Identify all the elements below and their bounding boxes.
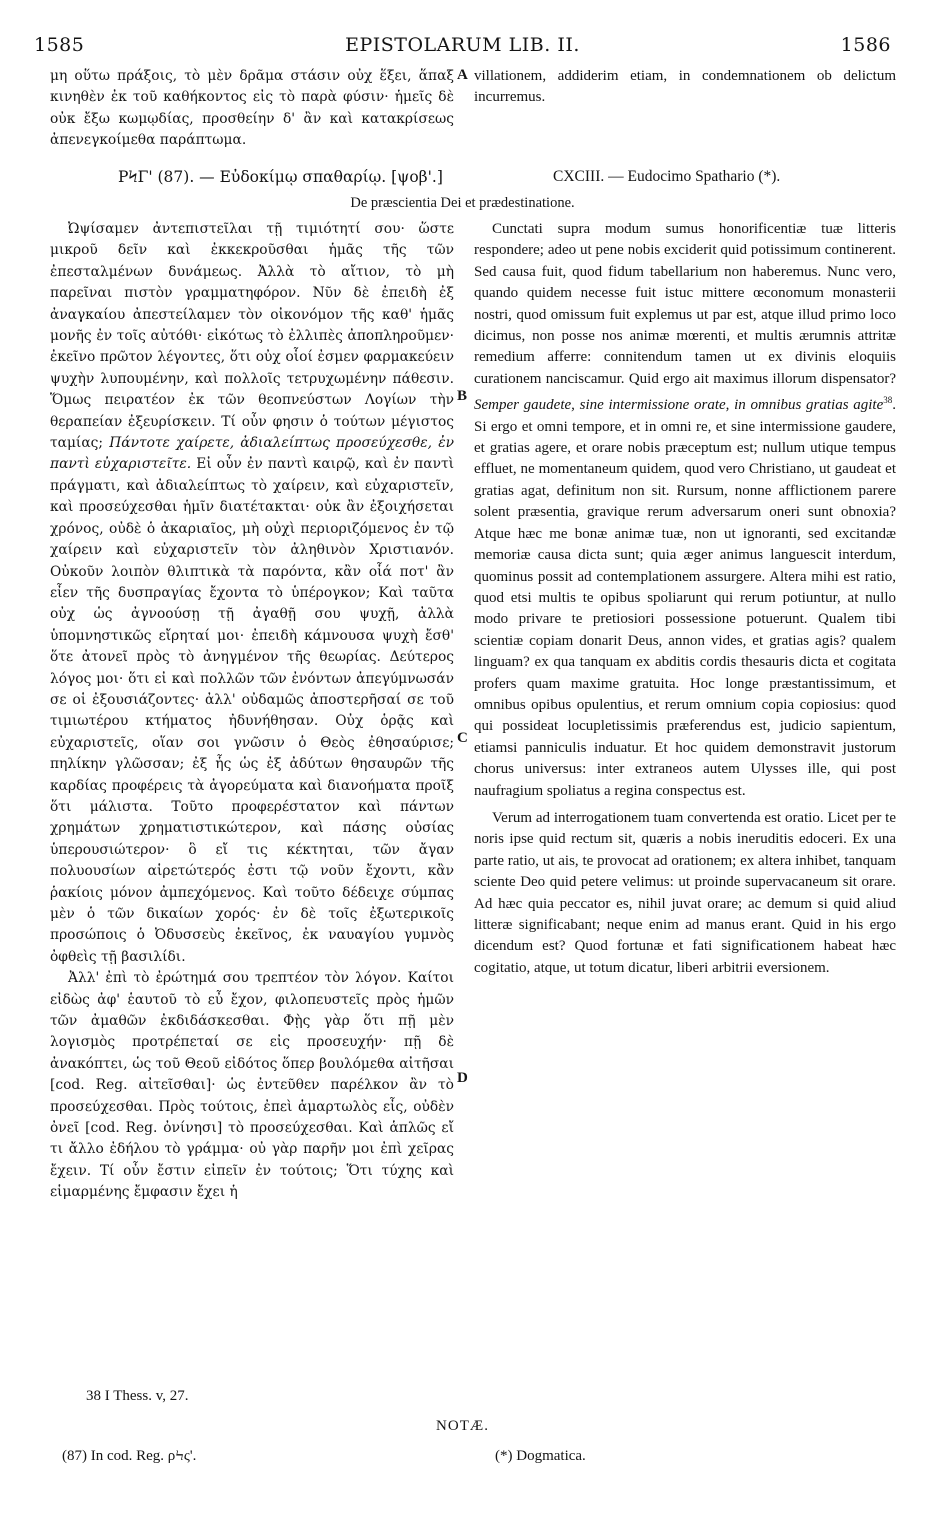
- note-87: (87) In cod. Reg. ρϞς'.: [62, 1448, 197, 1464]
- latin-p1-text: Cunctati supra modum sumus honorificentiæ tuæ litteris respondere; adeo ut pene nobis exciderit quid potissimum continerent. Sed causa fuit, quod fidum tabellarium non haberemus. Nunc vero, quando quidem necesse fuit istuc mittere œconomum monasterii nostri, quod omissum fuit explemus ut par est, atque illud primo loco dicimus, non posse nos animæ mœrenti, et multis ærumnis attritæ remedium afferre: connitendum tamen ut ex divinis eloquiis curationem nanciscamur. Quid ergo ait maximus illorum dispensator?: [474, 221, 896, 387]
- latin-p1-rest: . Si ergo et omni tempore, et in omni re, et sine intermissione gaudere, et gratias agere, et orare nobis præceptum est; nullum utique tempus effluet, ne momentaneum quidem, quod vero Christiano, ut gaudeat et gratias agat, definitum non sit. Rursum, nonne afflictionem parere solent præsentia, gravique rerum adversarum oneri sunt obnoxia? Atque hæc me bonæ animæ tuæ, non ut ignoranti, sed excitandæ memoriæ causa dicta sunt; quia æger animus languescit interdum, quominus possit ad contemplationem assurgere. Altera mihi est ratio, quod etsi multis te opibus spoliarunt qui rerum potiuntur, at nullo modo privare te pretiosiori possessione potuerunt. Qualem tibi scientiæ copiam donarit Deus, annon vides, et gratias agis? qualem linguam? ex qua tanquam ex abditis cordis thesauris dicta et cogitata profers quam maxime gratuita. Hoc longe præstantissimum, et omnibus opibus opulentius, et rerum omnium copia copiosius: quod qui possideat locupletissimis præferendus est, judicio sapientum, etiamsi panniculis induatur. Et hoc quidem demonstravit justorum chorus universus: inter extraneos autem Ulysses ille, qui post naufragium spoliatus a regina conspectus est.: [474, 397, 896, 799]
- greek-column-top: [50, 66, 454, 152]
- page-number-left: 1585: [34, 34, 85, 56]
- latin-scripture-quote: Semper gaudete, sine intermissione orate, in omnibus gratias agite: [474, 397, 884, 414]
- latin-column-top: [474, 66, 896, 109]
- footnote-marker: 38: [883, 395, 893, 406]
- greek-top-paragraph: μη οὕτω πράξοις, τὸ μὲν δρᾶμα στάσιν οὐχ ἕξει, ἅπαξ κινηθὲν ἐκ τοῦ καθήκοντος εἰς τὸ παρὰ φύσιν· ἡμεῖς δὲ οὐκ ἔξω κωμῳδίας, προσθείην δ' ἂν καὶ κατακρίσεως ἀπενεγκοίμεθα παράπτωμα.: [50, 68, 454, 149]
- latin-paragraph-1: [474, 219, 896, 802]
- greek-p1-rest: Εἰ οὖν ἐν παντὶ καιρῷ, καὶ ἐν παντὶ πράγματι, καὶ ἀδιαλείπτως τὸ χαίρειν, καὶ εὐχαριστεῖν, καὶ προσεύχεσθαι ἡμῖν διατέτακται· οὐκ ἂν ἐξοιχήσεται χρόνος, οὐδὲ ὁ ἀκαριαῖος, μὴ οὐχὶ περιοριζόμενος ἐν τῷ χαίρειν καὶ εὐχαριστεῖν τὸν ἀληθινὸν Χριστιανόν. Οὐκοῦν λοιπὸν θλιπτικὰ τὰ παρόντα, κἂν οἷά ποτ' ἂν εἶεν τῆς δυσπραγίας ἔχοντα τὸ ὑπέρογκον; Καὶ ταῦτα οὐχ ὡς ἀγνοούσῃ τῇ ἀγαθῇ σου ψυχῇ, ἀλλὰ ὑπομνηστικῶς εἴρηταί μοι· ἐπειδὴ κάμνουσα ψυχὴ ἔσθ' ὅτε ἀτονεῖ πρὸς τὸ ἀνηγμένον τῆς θεωρίας. Δεύτερος λόγος μοι· ὅτι εἰ καὶ πολλῶν τῶν ἐνόντων ἀπεγύμνωσάν σε οἱ ἐξουσιάζοντες· ἀλλ' οὐδαμῶς ἀποστερῆσαί σε τοῦ τιμιωτέρου κτήματος ἠδυνήθησαν. Οὐχ ὁρᾷς καὶ εὐχαριστεῖς, οἵαν σοι γνῶσιν ὁ Θεὸς ἐθησαύρισε; πηλίκην γλῶσσαν; ἐξ ἧς ὡς ἐξ ἀδύτων θησαυρῶν τῆς καρδίας προφέρεις τὰ ἀγορεύματα καὶ διανοήματα προῖξ ὅτι μάλιστα. Τοῦτο προφερέστατον καὶ πάντων χρημάτων χρηματιστικώτερον, καὶ πάσης οὐσίας ὑπερουσιώτερον· ὃ εἴ τις κέκτηται, τῶν ἄγαν πολυουσίων αἱρετώτερός ἐστι τῷ νοῦν ἔχοντι, κἂν ῥακίοις μόνον ἀμπεχόμενος. Καὶ τοῦτο δέδειχε σύμπας μὲν ὁ τῶν δικαίων χορός· ἐν δὲ τοῖς ἐξωτερικοῖς προσώποις ὁ Ὀδυσσεὺς ἐκεῖνος, ἐκ ναυαγίου γυμνὸς ὀφθεὶς τῇ βασιλίδι.: [50, 456, 454, 965]
- latin-letter-heading: CXCIII. — Eudocimo Spathario (*).: [553, 168, 781, 185]
- greek-paragraph-2: Ἀλλ' ἐπὶ τὸ ἐρώτημά σου τρεπτέον τὸν λόγον. Καίτοι εἰδὼς ἀφ' ἑαυτοῦ τὸ εὖ ἔχον, φιλοπευστεῖς πρὸς ἡμῶν τῶν ἀμαθῶν ἐκδιδάσκεσθαι. Φῂς γὰρ ὅτι πῇ μὲν λογισμὸς προτρέπεταί σε εἰς προσευχήν· πῇ δὲ ἀνακόπτει, ὡς τοῦ Θεοῦ εἰδότος ὅπερ βουλόμεθα αἰτῆσαι [cod. Reg. αἰτεῖσθαι]· ὡς ἐντεῦθεν παρέλκον ἂν τὸ προσεύχεσθαι. Πρὸς τούτοις, ἐπεὶ ἁμαρτωλὸς εἶς, οὐδὲν ὀνεῖ [cod. Reg. ὀνίνησι] τὸ προσεύχεσθαι. Καὶ ἁπλῶς εἴ τι ἄλλο ἐδήλου τὸ γράμμα· οὐ γὰρ παρῆν μοι ἐπὶ χεῖρας ἔχειν. Τί οὖν ἔστιν εἰπεῖν ἐν τούτοις; Ὅτι τύχης καὶ εἱμαρμένης ἔμφασιν ἔχει ἡ: [50, 970, 454, 1201]
- note-star: (*) Dogmatica.: [495, 1448, 586, 1464]
- greek-column-main: [50, 219, 454, 1204]
- latin-top-paragraph: villationem, addiderim etiam, in condemnationem ob delictum incurremus.: [474, 68, 896, 106]
- latin-paragraph-2: Verum ad interrogationem tuam convertenda est oratio. Licet per te noris ipse quid rectum sit, quæris a nobis ineruditis edoceri. Ex una parte ratio, ut ais, te provocat ad orationem; ex altera inhibet, tanquam sciente Deo quid petere velimus: ut proinde supervacaneum sit orare. Ad hæc quia peccator es, nihil juvat orare; ac demum si quid aliud litteræ significabant; neque enim ad manus erant. Quid in his ergo dicendum est? Quod fortunæ et fati significationem habeat hæc cogitatio, atque, ut totum dicatur, liberi arbitrii eversionem.: [474, 809, 896, 976]
- latin-column-main: [474, 219, 896, 979]
- running-header: [34, 34, 891, 64]
- greek-p1-text: Ὠψίσαμεν ἀντεπιστεῖλαι τῇ τιμιότητί σου· ὥστε μικροῦ δεῖν καὶ ἐκκεκροῦσθαι ἡμᾶς τῆς τῶν ἐπεσταλμένων δυνάμεως. Ἀλλὰ τὸ αἴτιον, τὸ μὴ παρεῖναι πιστὸν γραμματηφόρον. Νῦν δὲ ἐπειδὴ ἐξ ἀναγκαίου ἀπεστείλαμεν τὸν οἰκονόμον τῆς καθ' ἡμᾶς μονῆς ἐν τοῖς αὐτόθι· εἰκότως τὸ ἐλλιπὲς ἀποπληροῦμεν· ἐκεῖνο πρῶτον λέγοντες, ὅτι οὐχ οἷοί ἐσμεν φαρμακεύειν ψυχὴν λυπουμένην, καὶ πολλοῖς τετρυχωμένην πάθεσιν. Ὅμως πειρατέον ἐκ τῶν θεοπνεύστων Λογίων τὴν θεραπείαν ἐξευρίσκειν. Τί οὖν φησιν ὁ τούτων μέγιστος ταμίας;: [50, 221, 454, 452]
- margin-marker-c: C: [457, 730, 468, 746]
- scripture-footnote: 38 I Thess. v, 27.: [86, 1388, 189, 1404]
- margin-marker-a: A: [457, 67, 468, 83]
- greek-letter-heading: ΡϞΓ' (87). — Εὐδοκίμῳ σπαθαρίῳ. [ψοβ'.]: [118, 168, 443, 186]
- letter-subheading: De præscientia Dei et prædestinatione.: [350, 195, 575, 211]
- page-number-right: 1586: [840, 34, 891, 56]
- margin-marker-d: D: [457, 1070, 468, 1086]
- greek-paragraph-1: [50, 219, 454, 968]
- margin-marker-b: B: [457, 388, 468, 404]
- running-title: EPISTOLARUM LIB. II.: [345, 34, 580, 56]
- greek-scripture-quote: Πάντοτε χαίρετε, ἀδιαλείπτως προσεύχεσθε, ἐν παντὶ εὐχαριστεῖτε.: [50, 435, 454, 473]
- notae-title: NOTÆ.: [436, 1418, 489, 1434]
